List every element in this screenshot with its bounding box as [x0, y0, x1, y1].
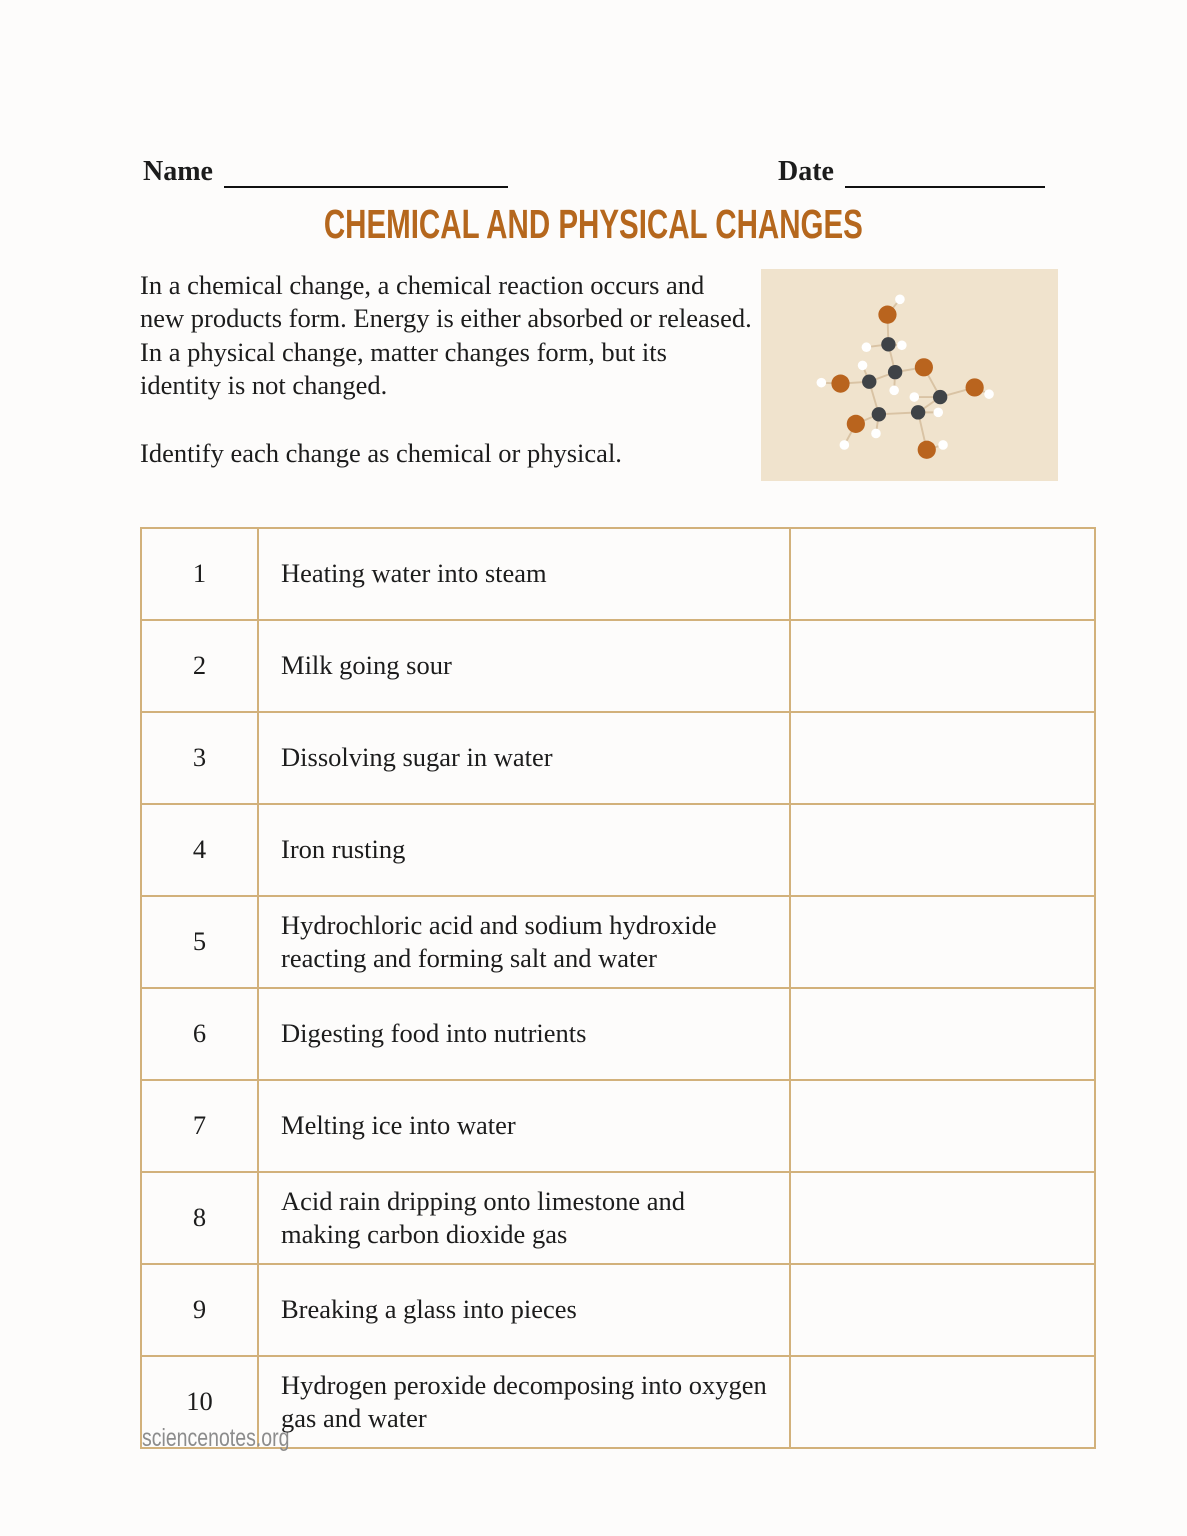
date-label: Date [778, 156, 834, 187]
title-wrap [0, 201, 1187, 247]
instruction-text: Identify each change as chemical or physical. [140, 437, 622, 468]
answer-cell[interactable] [790, 988, 1095, 1080]
description-cell: Hydrogen peroxide decomposing into oxygen gas and water [258, 1356, 790, 1448]
header-row [0, 0, 1187, 188]
description-cell: Breaking a glass into pieces [258, 1264, 790, 1356]
glucose-molecule-icon [761, 269, 1058, 481]
date-field-group [778, 158, 1045, 188]
answer-cell[interactable] [790, 1080, 1095, 1172]
row-number-cell: 2 [141, 620, 258, 712]
answer-cell[interactable] [790, 712, 1095, 804]
row-number-cell: 6 [141, 988, 258, 1080]
footer-site-text: sciencenotes.org [142, 1424, 290, 1452]
answer-cell[interactable] [790, 528, 1095, 620]
answer-cell[interactable] [790, 804, 1095, 896]
description-cell: Melting ice into water [258, 1080, 790, 1172]
row-number-cell: 1 [141, 528, 258, 620]
intro-text [140, 269, 754, 481]
answer-cell[interactable] [790, 620, 1095, 712]
page-title: CHEMICAL AND PHYSICAL CHANGES [323, 201, 864, 247]
worksheet-table [140, 527, 1096, 1449]
table-row [141, 528, 1095, 620]
row-number-cell: 5 [141, 896, 258, 988]
table-row [141, 896, 1095, 988]
table-row [141, 1080, 1095, 1172]
table-row [141, 988, 1095, 1080]
answer-cell[interactable] [790, 1264, 1095, 1356]
table-row [141, 712, 1095, 804]
table-row [141, 804, 1095, 896]
row-number-cell: 9 [141, 1264, 258, 1356]
row-number-cell: 7 [141, 1080, 258, 1172]
row-number-cell: 4 [141, 804, 258, 896]
intro-section [140, 269, 1058, 481]
description-cell: Milk going sour [258, 620, 790, 712]
description-cell: Digesting food into nutrients [258, 988, 790, 1080]
row-number-cell: 3 [141, 712, 258, 804]
intro-paragraph: In a chemical change, a chemical reaction occurs and new products form. Energy is either absorbed or released. In a physical change, matter changes form, but its identity is not changed. [140, 270, 752, 401]
molecule-illustration [761, 269, 1058, 481]
answer-cell[interactable] [790, 1356, 1095, 1448]
answer-cell[interactable] [790, 896, 1095, 988]
description-cell: Iron rusting [258, 804, 790, 896]
table-row [141, 1172, 1095, 1264]
row-number-cell: 10 [141, 1356, 258, 1448]
name-field-group [143, 158, 508, 188]
description-cell: Dissolving sugar in water [258, 712, 790, 804]
name-label: Name [143, 156, 213, 187]
table-row [141, 1264, 1095, 1356]
table-row [141, 620, 1095, 712]
description-cell: Hydrochloric acid and sodium hydroxide reacting and forming salt and water [258, 896, 790, 988]
name-line[interactable] [224, 160, 508, 188]
row-number-cell: 8 [141, 1172, 258, 1264]
description-cell: Heating water into steam [258, 528, 790, 620]
answer-cell[interactable] [790, 1172, 1095, 1264]
date-line[interactable] [845, 160, 1045, 188]
description-cell: Acid rain dripping onto limestone and making carbon dioxide gas [258, 1172, 790, 1264]
